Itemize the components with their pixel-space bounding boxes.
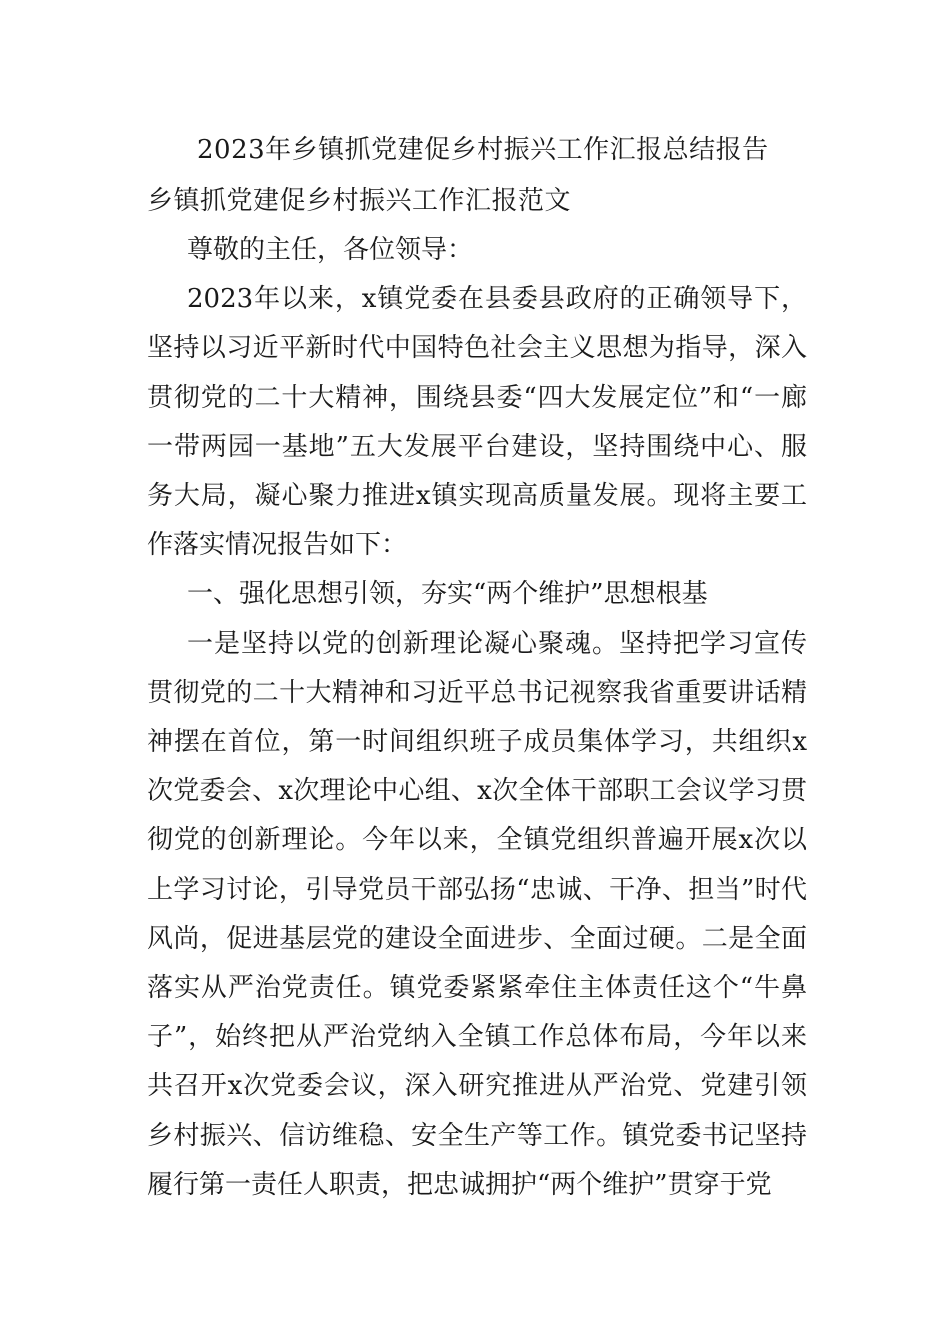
- document-subtitle: 乡镇抓党建促乡村振兴工作汇报范文: [147, 186, 572, 216]
- paragraph-intro: 2023年以来，x镇党委在县委县政府的正确领导下，坚持以习近平新时代中国特色社会主义思想为指导，深入贯彻党的二十大精神，围绕县委“四大发展定位”和“一廊一带两园一基地”五大发展平台建设，坚持围绕中心、服务大局，凝心聚力推进x镇实现高质量发展。现将主要工作落实情况报告如下：: [147, 284, 807, 561]
- salutation: 尊敬的主任，各位领导：: [187, 235, 474, 265]
- paragraph-section-1: 一是坚持以党的创新理论凝心聚魂。坚持把学习宣传贯彻党的二十大精神和习近平总书记视察我省重要讲话精神摆在首位，第一时间组织班子成员集体学习，共组织x次党委会、x次理论中心组、x次全体干部职工会议学习贯彻党的创新理论。今年以来，全镇党组织普遍开展x次以上学习讨论，引导党员干部弘扬“忠诚、干净、担当”时代风尚，促进基层党的建设全面进步、全面过硬。二是全面落实从严治党责任。镇党委紧紧牵住主体责任这个“牛鼻子”，始终把从严治党纳入全镇工作总体布局，今年以来共召开x次党委会议，深入研究推进从严治党、党建引领乡村振兴、信访维稳、安全生产等工作。镇党委书记坚持履行第一责任人职责，把忠诚拥护“两个维护”贯穿于党: [147, 628, 807, 1200]
- document-body: [147, 226, 807, 1210]
- document-title: 2023年乡镇抓党建促乡村振兴工作汇报总结报告: [197, 135, 769, 165]
- section-heading: 一、强化思想引领，夯实“两个维护”思想根基: [187, 579, 708, 610]
